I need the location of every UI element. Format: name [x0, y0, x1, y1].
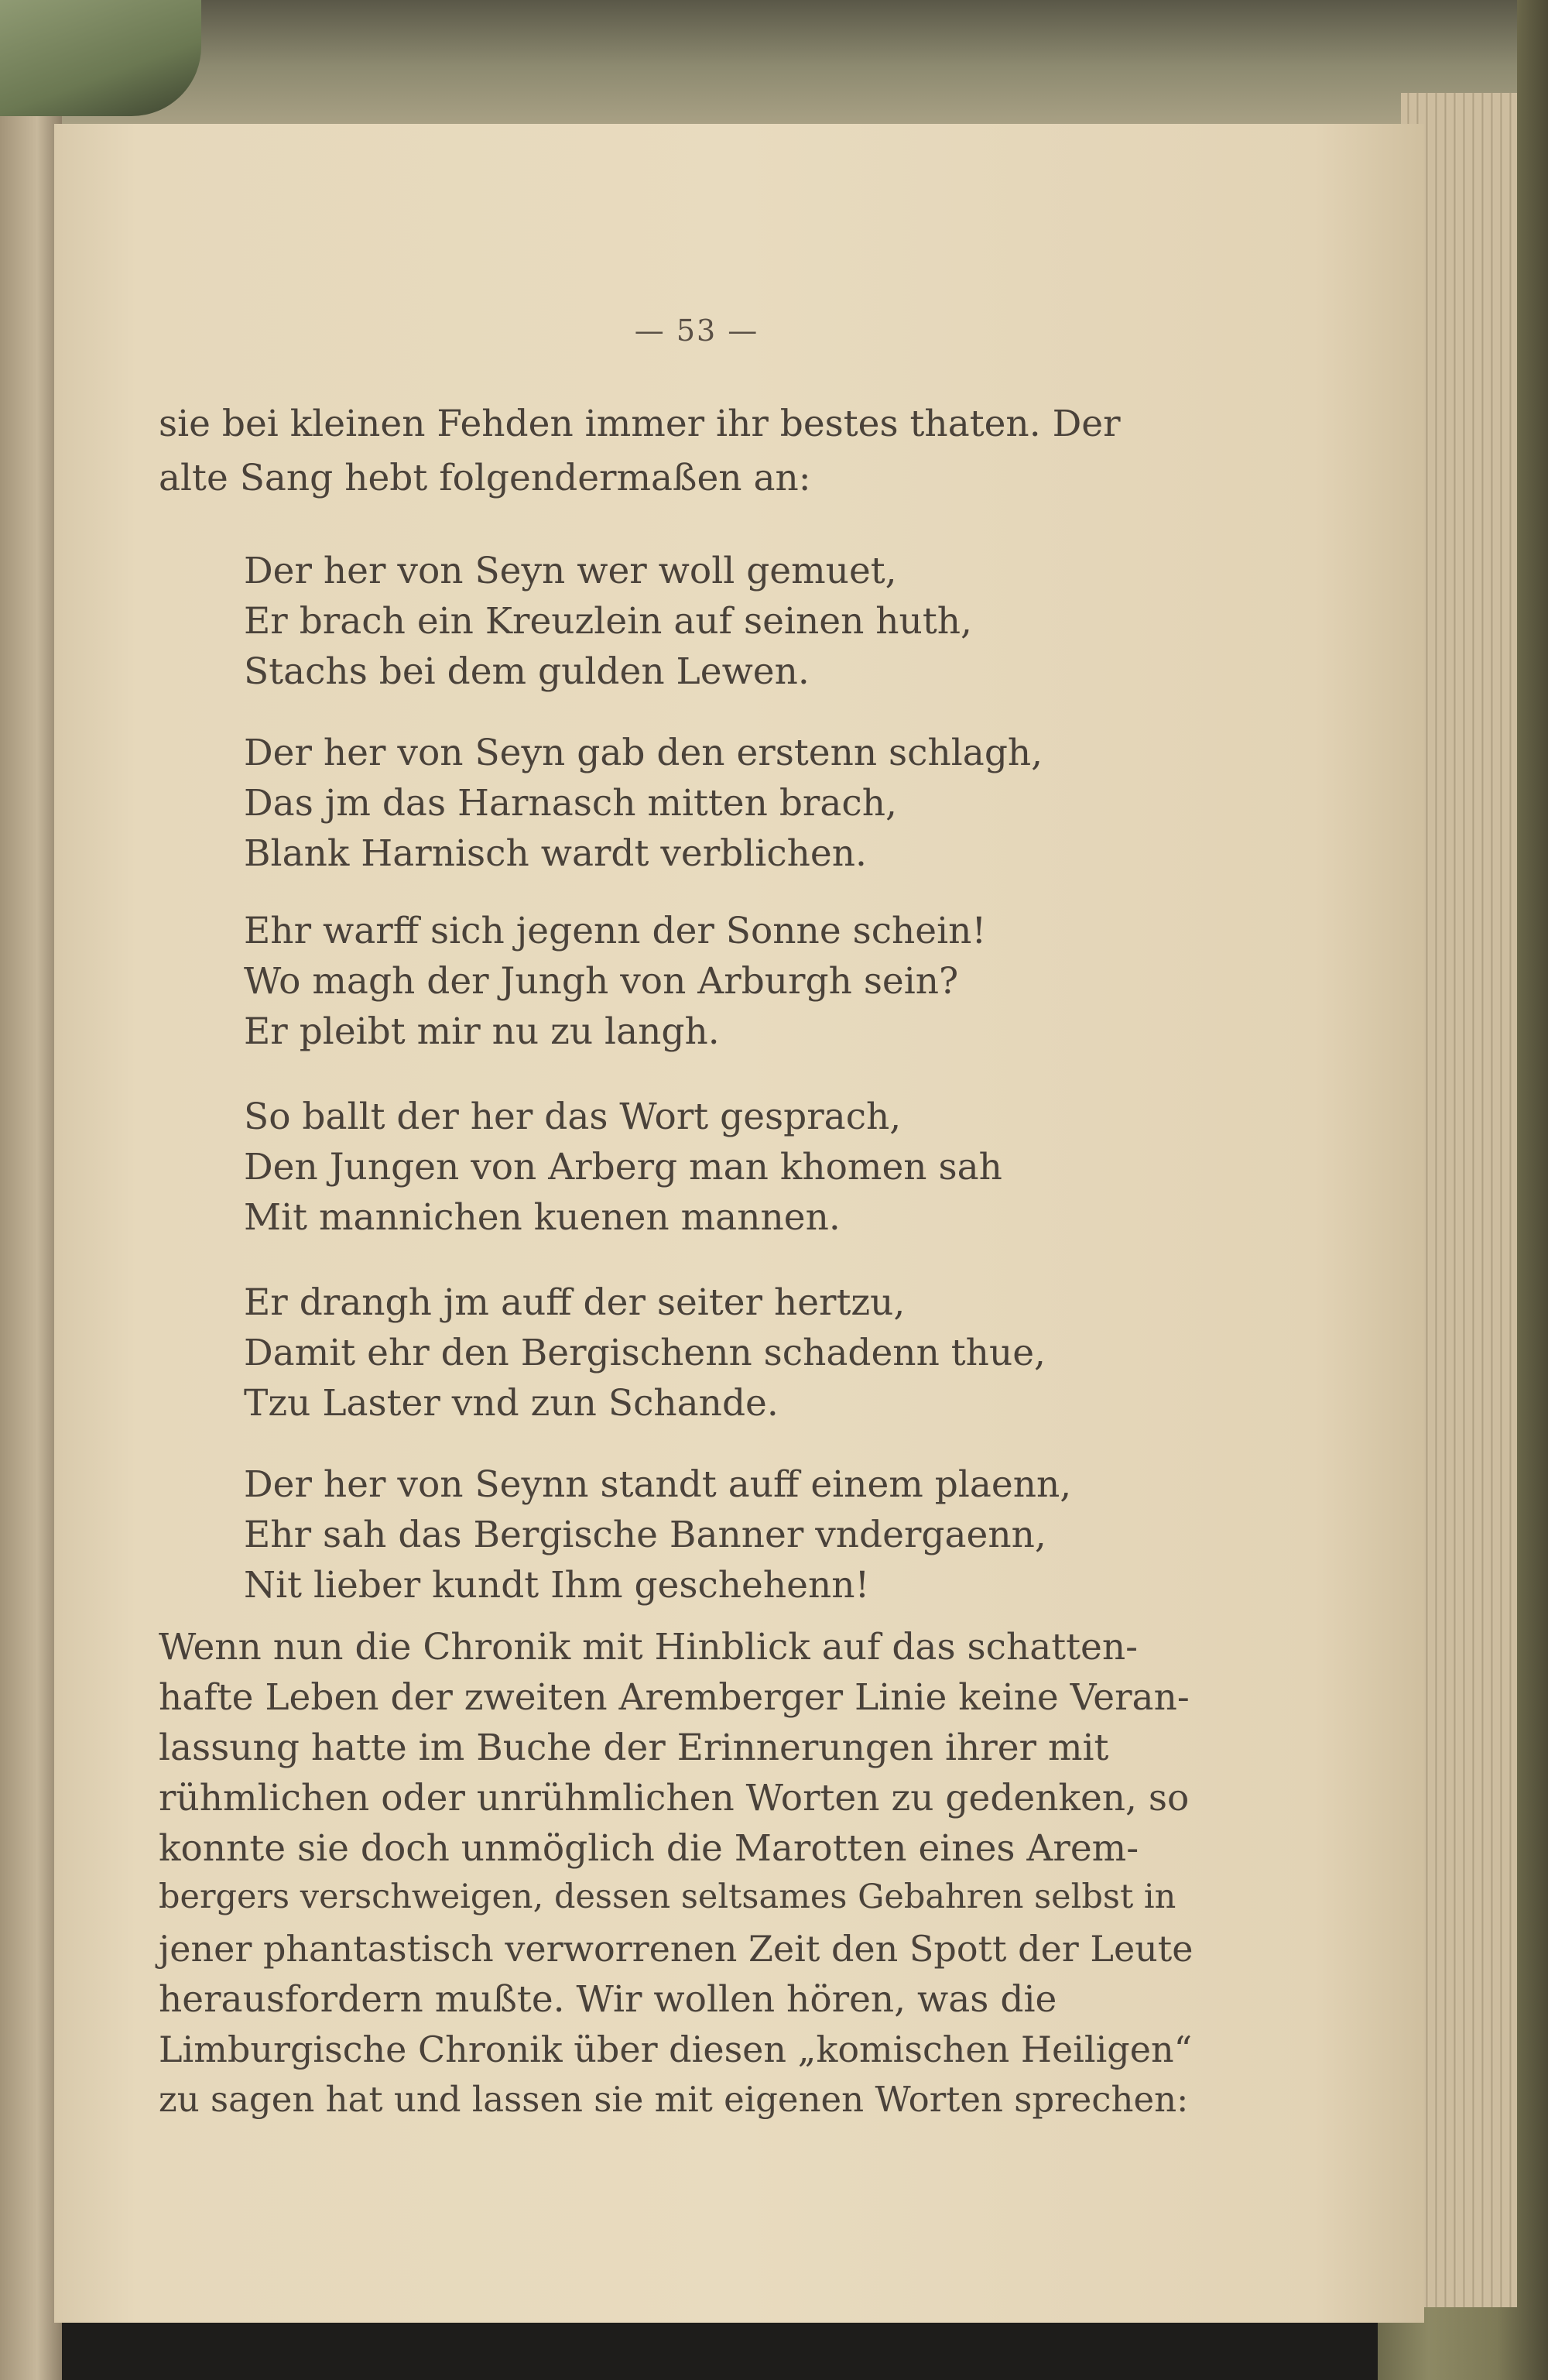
verse-line: Er pleibt mir nu zu langh. [244, 1010, 720, 1053]
prose-line: rühmlichen oder unrühmlichen Worten zu gedenken, so [159, 1777, 1190, 1819]
verse-line: Tzu Laster vnd zun Schande. [244, 1382, 779, 1425]
prose-line: Limburgische Chronik über diesen „komischen Heiligen“ [159, 2028, 1193, 2070]
verse-line: Er brach ein Kreuzlein auf seinen huth, [244, 600, 972, 643]
verse-line: Den Jungen von Arberg man khomen sah [244, 1146, 1002, 1188]
verse-line: Wo magh der Jungh von Arburgh sein? [244, 960, 959, 1003]
verse-line: Ehr sah das Bergische Banner vndergaenn, [244, 1514, 1046, 1556]
verse-line: Der her von Seynn standt auff einem plaenn, [244, 1463, 1072, 1506]
verse-line: Stachs bei dem gulden Lewen. [244, 650, 810, 693]
prose-line: bergers verschweigen, dessen seltsames Gebahren selbst in [159, 1878, 1176, 1916]
intro-line-1: sie bei kleinen Fehden immer ihr bestes thaten. Der [159, 403, 1121, 445]
verse-line: Mit mannichen kuenen mannen. [244, 1196, 841, 1239]
prose-line: herausfordern mußte. Wir wollen hören, was die [159, 1978, 1057, 2021]
prose-line: zu sagen hat und lassen sie mit eigenen Worten sprechen: [159, 2079, 1189, 2120]
verse-line: Das jm das Harnasch mitten brach, [244, 782, 897, 825]
verse-line: Nit lieber kundt Ihm geschehenn! [244, 1564, 870, 1607]
verse-line: So ballt der her das Wort gesprach, [244, 1096, 902, 1138]
intro-line-2: alte Sang hebt folgendermaßen an: [159, 457, 811, 499]
prose-line: Wenn nun die Chronik mit Hinblick auf das schatten- [159, 1626, 1138, 1668]
prose-line: konnte sie doch unmöglich die Marotten eines Arem- [159, 1827, 1139, 1870]
left-page-edge [0, 116, 62, 2380]
verse-line: Der her von Seyn wer woll gemuet, [244, 550, 897, 592]
verse-line: Er drangh jm auff der seiter hertzu, [244, 1281, 906, 1324]
cloth-bookmark [0, 0, 201, 116]
verse-line: Blank Harnisch wardt verblichen. [244, 832, 867, 875]
prose-line: hafte Leben der zweiten Aremberger Linie keine Veran- [159, 1676, 1190, 1719]
page-number: — 53 — [634, 314, 759, 348]
prose-line: lassung hatte im Buche der Erinnerungen ihrer mit [159, 1727, 1109, 1769]
prose-line: jener phantastisch verworrenen Zeit den Spott der Leute [159, 1928, 1194, 1970]
verse-line: Damit ehr den Bergischenn schadenn thue, [244, 1332, 1046, 1374]
verse-line: Der her von Seyn gab den erstenn schlagh, [244, 732, 1043, 774]
verse-line: Ehr warff sich jegenn der Sonne schein! [244, 910, 987, 952]
